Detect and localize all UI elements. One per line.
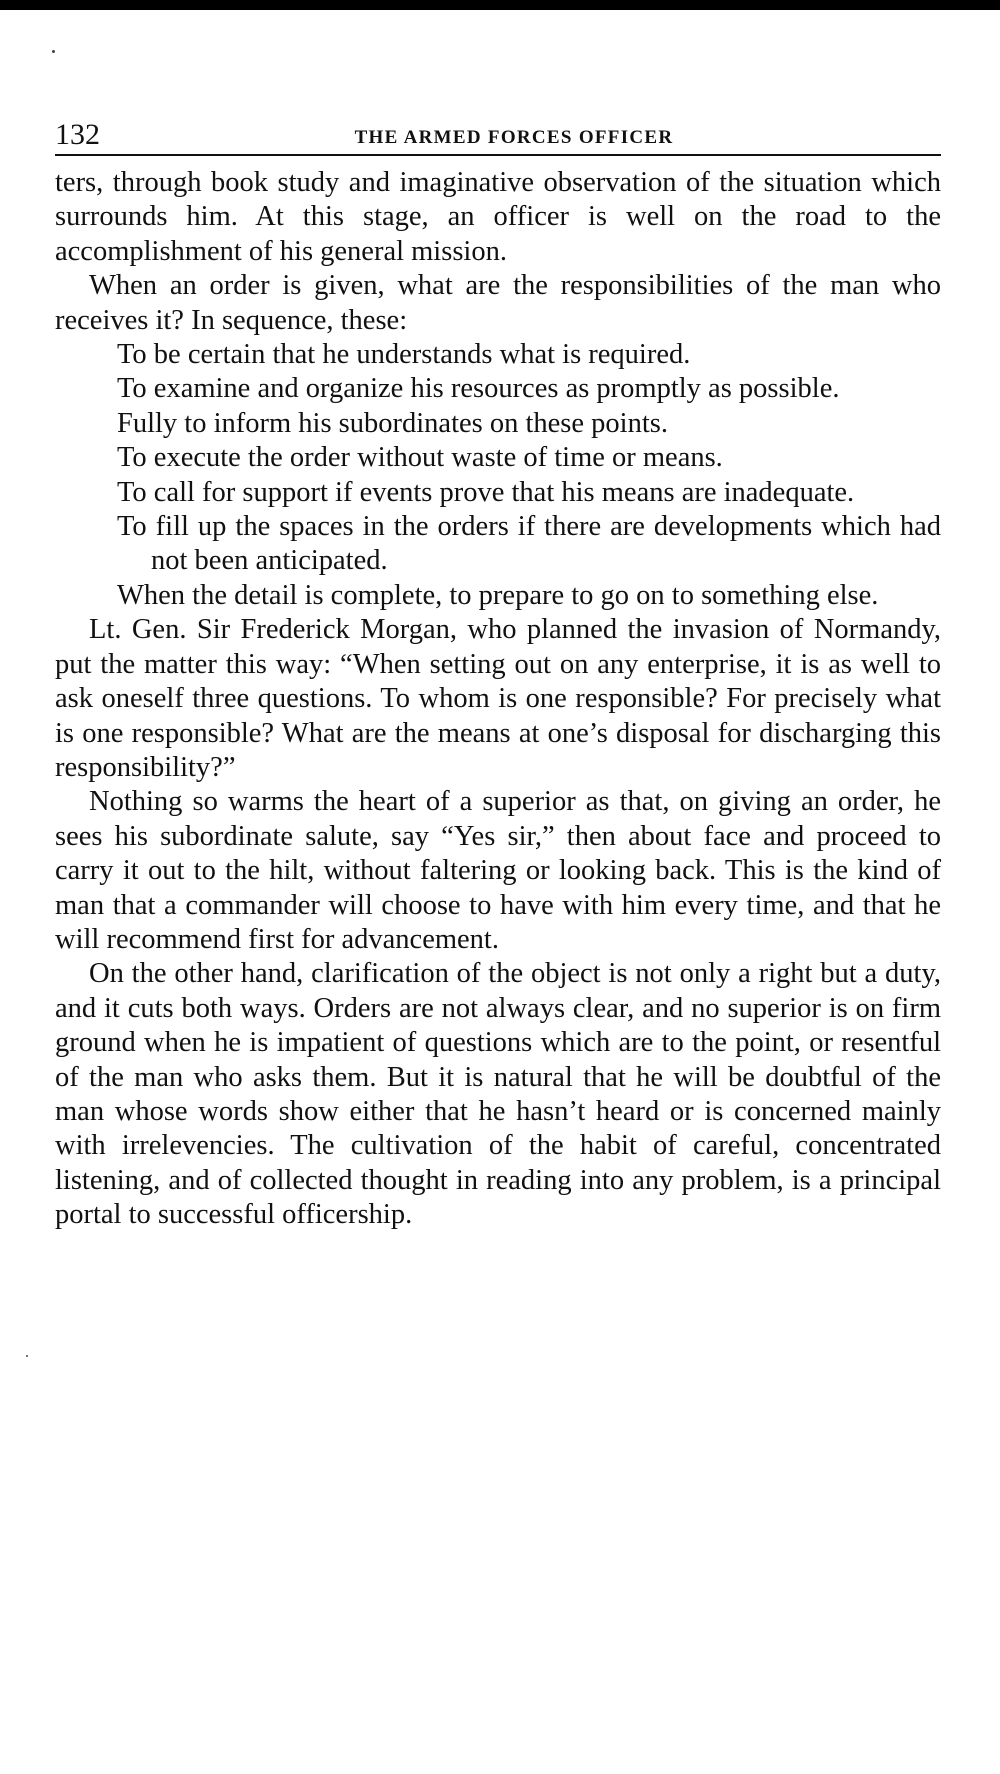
list-item: To examine and organize his resources as promptly as possible.: [117, 373, 840, 405]
scan-speck: [26, 1355, 28, 1357]
body-text: [55, 166, 941, 1233]
page-number: 132: [55, 118, 100, 151]
book-page: [55, 104, 941, 1233]
book-title: THE ARMED FORCES OFFICER: [354, 127, 674, 148]
responsibilities-list: [55, 338, 941, 613]
paragraph-superior: Nothing so warms the heart of a superior as that, on giving an order, he sees his subordinate salute, say “Yes sir,” then about face and proceed to carry it out to the hilt, without faltering or looking back. This is the kind of man that a commander will choose to have with him every time, and that he will recommend first for advancement.: [55, 786, 941, 955]
list-item: Fully to inform his subordinates on these points.: [117, 407, 668, 439]
list-item: To be certain that he understands what is required.: [117, 339, 691, 371]
paragraph-question: When an order is given, what are the responsibilities of the man who receives it? In sequence, these:: [55, 270, 941, 336]
paragraph-morgan-quote: Lt. Gen. Sir Frederick Morgan, who planned the invasion of Normandy, put the matter this way: “When setting out on any enterprise, it is as well to ask oneself three questions. To whom is one responsible? For precisely what is one responsible? What are the means at one’s disposal for discharging this responsibility?”: [55, 614, 941, 783]
scan-top-edge: [0, 0, 1000, 10]
list-item: To fill up the spaces in the orders if there are developments which had not been anticipated.: [117, 511, 941, 577]
paragraph-intro: ters, through book study and imaginative observation of the situation which surrounds him. At this stage, an officer is well on the road to the accomplishment of his general mission.: [55, 167, 941, 267]
scan-speck: [52, 50, 55, 53]
list-item: To call for support if events prove that his means are inadequate.: [117, 476, 855, 508]
list-item: To execute the order without waste of time or means.: [117, 442, 723, 474]
paragraph-clarification: On the other hand, clarification of the object is not only a right but a duty, and it cuts both ways. Orders are not always clear, and no superior is on firm ground when he is impatient of questions which are to the point, or resentful of the man who asks them. But it is natural that he will be doubtful of the man whose words show either that he hasn’t heard or is concerned mainly with irrelevencies. The cultivation of the habit of careful, concentrated listening, and of collected thought in reading into any problem, is a principal portal to successful officership.: [55, 958, 941, 1231]
running-head: [55, 104, 941, 156]
list-item: When the detail is complete, to prepare to go on to something else.: [117, 579, 879, 611]
